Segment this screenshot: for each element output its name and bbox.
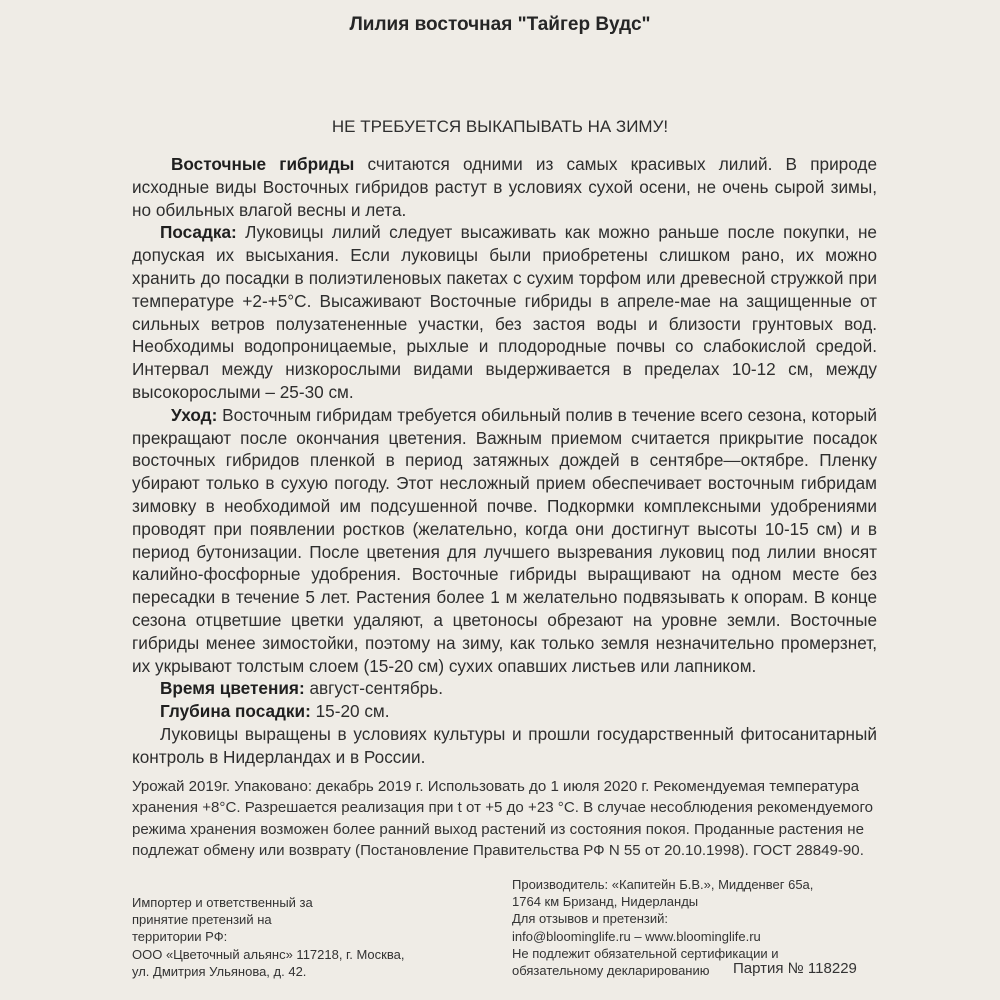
phyto-paragraph: Луковицы выращены в условиях культуры и прошли государственный фитосанитарный контроль в Нидерландах и в России. (132, 723, 877, 767)
importer-line: территории РФ: (132, 929, 228, 945)
intro-paragraph (132, 153, 877, 221)
maker-line: info@bloominglife.ru – www.bloominglife.ru (512, 928, 761, 944)
maker-line: Не подлежит обязательной сертификации и (512, 945, 779, 961)
storage-line: режима хранения возможен более ранний выход растений из состояния покоя. Проданные растения не (132, 820, 865, 838)
maker-line: Производитель: «Капитейн Б.В.», Мидденвег 65а, (512, 877, 814, 892)
importer-line: Импортер и ответственный за (132, 895, 313, 910)
batch-number: Партия № 118229 (733, 960, 857, 977)
importer-info (132, 894, 462, 980)
planting-paragraph (132, 221, 877, 403)
maker-line: 1764 км Бризанд, Нидерланды (512, 894, 699, 910)
planting-text: Луковицы лилий следует высаживать как можно раньше после покупки, не допуская их высыхания. Если луковицы были приобретены слишком рано, их можно хранить до посадки в полиэтиленовых пакетах с сухим торфом или древесной стружкой при температуре +2-+5°С. Высаживают Восточные гибриды в апреле-мае на защищенные от сильных ветров полузатененные участки, без застоя воды и близости грунтовых вод. Необходимы водопроницаемые, рыхлые и плодородные почвы со слабокислой средой. Интервал между низкорослыми видами выдерживается в пределах 10-12 см, между высокорослыми – 25-30 см. (132, 222, 877, 402)
maker-line: Для отзывов и претензий: (512, 911, 669, 927)
planting-heading: Посадка: (160, 222, 237, 243)
maker-line: обязательному декларированию (512, 963, 710, 979)
care-instructions (132, 153, 877, 769)
storage-line: подлежат обмену или возврату (Постановление Правительства РФ N 55 от 20.10.1998). ГОСТ 28849-90. (132, 841, 864, 859)
winter-notice: НЕ ТРЕБУЕТСЯ ВЫКАПЫВАТЬ НА ЗИМУ! (331, 117, 669, 136)
product-title: Лилия восточная "Тайгер Вудс" (349, 14, 651, 35)
care-paragraph (132, 404, 877, 678)
importer-line: ООО «Цветочный альянс» 117218, г. Москва, (132, 946, 405, 962)
bloom-paragraph (132, 677, 877, 700)
depth-text: 15-20 см. (310, 701, 390, 722)
importer-line: принятие претензий на (132, 912, 272, 928)
storage-info (132, 776, 880, 861)
storage-line: Урожай 2019г. Упаковано: декабрь 2019 г. Использовать до 1 июля 2020 г. Рекомендуемая температура (132, 778, 860, 795)
depth-heading: Глубина посадки: (160, 701, 311, 722)
storage-line: хранения +8°С. Разрешается реализация при t от +5 до +23 °С. В случае несоблюдения рекомендуемого (132, 799, 874, 817)
bloom-text: август-сентябрь. (304, 678, 443, 699)
intro-text: считаются одними из самых красивых лилий. В природе исходные виды Восточных гибридов растут в условиях сухой осени, не очень сырой зимы, но обильных влагой весны и лета. (132, 154, 877, 220)
care-heading: Уход: (171, 404, 218, 425)
importer-line: ул. Дмитрия Ульянова, д. 42. (132, 963, 307, 979)
bloom-heading: Время цветения: (160, 678, 305, 699)
care-text: Восточным гибридам требуется обильный полив в течение всего сезона, который прекращают после окончания цветения. Важным приемом считается прикрытие посадок восточных гибридов пленкой в период затяжных дождей в сентябре—октябре. Пленку убирают только в сухую погоду. Этот несложный прием обеспечивает восточным гибридам зимовку в необходимой им подсушенной почве. Подкормки комплексными удобрениями проводят при появлении ростков (желательно, когда они достигнут высоты 10-15 см) и в период бутонизации. После цветения для лучшего вызревания луковиц под лилии вносят калийно-фосфорные удобрения. Восточные гибриды выращивают на одном месте без пересадки в течение 5 лет. Растения более 1 м желательно подвязывать к опорам. В конце сезона отцветшие цветки удаляют, а цветоносы обрезают на уровне земли. Восточные гибриды менее зимостойки, поэтому на зиму, как только земля незначительно промерзнет, их укрывают толстым слоем (15-20 см) сухих опавших листьев или лапником. (132, 404, 877, 676)
depth-paragraph (132, 700, 877, 723)
intro-heading: Восточные гибриды (171, 154, 355, 174)
